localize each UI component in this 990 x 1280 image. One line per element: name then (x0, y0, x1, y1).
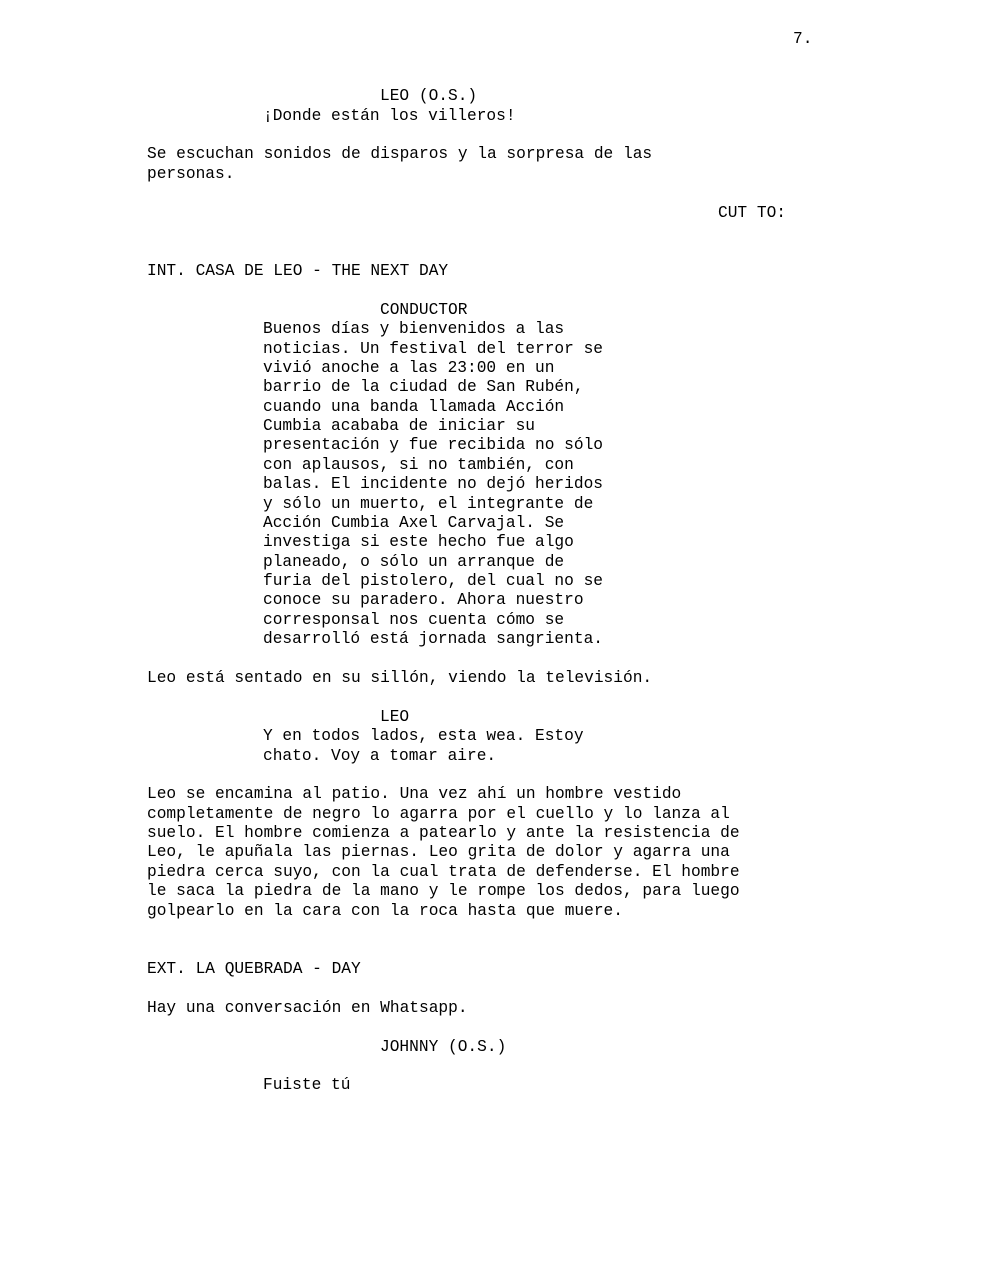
dialogue-line: Fuiste tú (263, 1076, 351, 1094)
dialogue-line: investiga si este hecho fue algo (263, 533, 574, 551)
action-line: Leo está sentado en su sillón, viendo la televisión. (147, 669, 653, 687)
page-number: 7. (793, 30, 813, 48)
action-line: Leo, le apuñala las piernas. Leo grita de dolor y agarra una (147, 843, 730, 861)
action-line: personas. (147, 165, 235, 183)
character-name: LEO (380, 708, 410, 726)
dialogue-line: barrio de la ciudad de San Rubén, (263, 378, 584, 396)
character-name: JOHNNY (O.S.) (380, 1038, 507, 1056)
action-line: le saca la piedra de la mano y le rompe los dedos, para luego (147, 882, 740, 900)
action-line: golpearlo en la cara con la roca hasta que muere. (147, 902, 623, 920)
scene-heading: INT. CASA DE LEO - THE NEXT DAY (147, 262, 449, 280)
dialogue-line: presentación y fue recibida no sólo (263, 436, 603, 454)
action-line: Hay una conversación en Whatsapp. (147, 999, 468, 1017)
action-line: piedra cerca suyo, con la cual trata de defenderse. El hombre (147, 863, 740, 881)
character-name: LEO (O.S.) (380, 87, 478, 105)
action-line: Leo se encamina al patio. Una vez ahí un hombre vestido (147, 785, 682, 803)
scene-heading: EXT. LA QUEBRADA - DAY (147, 960, 361, 978)
action-line: Se escuchan sonidos de disparos y la sorpresa de las (147, 145, 653, 163)
dialogue-line: planeado, o sólo un arranque de (263, 553, 565, 571)
character-name: CONDUCTOR (380, 301, 468, 319)
dialogue-line: desarrolló está jornada sangrienta. (263, 630, 603, 648)
dialogue-line: corresponsal nos cuenta cómo se (263, 611, 565, 629)
dialogue-line: Y en todos lados, esta wea. Estoy (263, 727, 584, 745)
dialogue-line: noticias. Un festival del terror se (263, 340, 603, 358)
dialogue-line: y sólo un muerto, el integrante de (263, 495, 594, 513)
action-line: completamente de negro lo agarra por el cuello y lo lanza al (147, 805, 730, 823)
dialogue-line: conoce su paradero. Ahora nuestro (263, 591, 584, 609)
dialogue-line: ¡Donde están los villeros! (263, 107, 516, 125)
action-line: suelo. El hombre comienza a patearlo y ante la resistencia de (147, 824, 740, 842)
dialogue-line: con aplausos, si no también, con (263, 456, 574, 474)
dialogue-line: Cumbia acababa de iniciar su (263, 417, 535, 435)
transition: CUT TO: (718, 204, 786, 222)
dialogue-line: cuando una banda llamada Acción (263, 398, 565, 416)
dialogue-line: vivió anoche a las 23:00 en un (263, 359, 555, 377)
dialogue-line: chato. Voy a tomar aire. (263, 747, 497, 765)
dialogue-line: Acción Cumbia Axel Carvajal. Se (263, 514, 565, 532)
dialogue-line: Buenos días y bienvenidos a las (263, 320, 565, 338)
dialogue-line: balas. El incidente no dejó heridos (263, 475, 603, 493)
dialogue-line: furia del pistolero, del cual no se (263, 572, 603, 590)
